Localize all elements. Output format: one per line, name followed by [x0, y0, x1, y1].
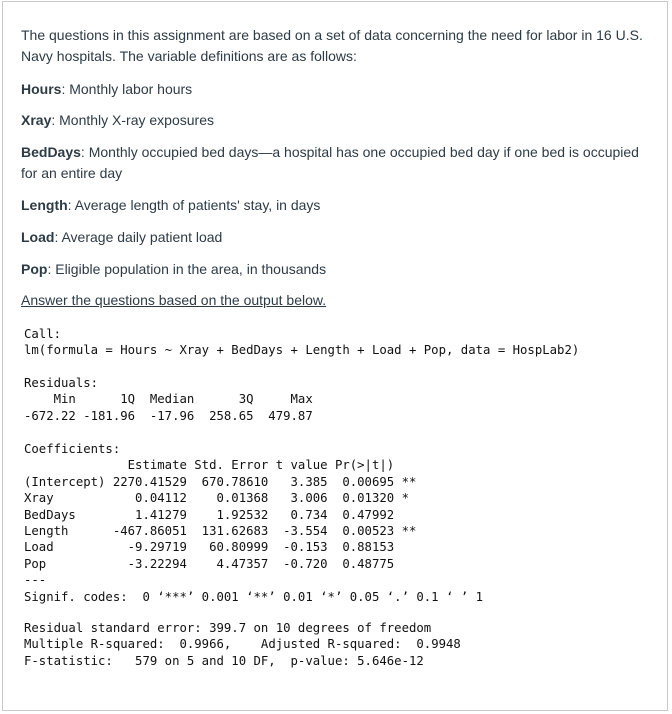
colon: : — [47, 261, 56, 277]
intro-paragraph: The questions in this assignment are based on a set of data concerning the need for labor in 16 U.S. Navy hospitals. The variable definitions are as follows: — [21, 27, 643, 64]
variable-name: BedDays — [21, 144, 81, 160]
variable-xray — [21, 110, 651, 131]
colon: : — [51, 112, 60, 128]
variable-desc: Eligible population in the area, in thousands — [55, 261, 327, 277]
variable-name: Hours — [21, 81, 62, 97]
r-summary-block: Residual standard error: 399.7 on 10 degrees of freedom Multiple R-squared: 0.9966, Adjusted R-squared: 0.9948 F-statistic: 579 on 5 and 10 DF, p-value: 5.646e-12 — [24, 621, 461, 668]
r-residuals-block: Residuals: Min 1Q Median 3Q Max -672.22 -181.96 -17.96 258.65 479.87 — [24, 376, 313, 423]
variable-beddays — [21, 142, 651, 184]
variable-desc: Monthly labor hours — [69, 81, 193, 97]
variable-name: Load — [21, 229, 55, 245]
question-panel — [2, 1, 668, 711]
variable-load — [21, 227, 651, 248]
variable-hours — [21, 79, 651, 100]
variable-desc: Average length of patients' stay, in days — [74, 197, 321, 213]
variable-name: Pop — [21, 261, 48, 277]
variable-desc: Monthly X-ray exposures — [59, 112, 214, 128]
r-call-block: Call: lm(formula = Hours ~ Xray + BedDays + Length + Load + Pop, data = HospLab2) — [24, 327, 580, 358]
colon: : — [67, 197, 75, 213]
colon: : — [54, 229, 62, 245]
variable-name: Xray — [21, 112, 52, 128]
r-coefficients-block: Coefficients: Estimate Std. Error t value Pr(>|t|) (Intercept) 2270.41529 670.78610 3.385 0.00695 ** Xray 0.04112 0.01368 3.006 0.01320 * BedDays 1.41279 1.92532 0.734 0.47992 Length -467.86051 131.62683 -3.554 0.00523 ** Load -9.29719 60.80999 -0.153 0.88153 Pop -3.22294 4.47357 -0.720 0.48775 --- Signif. codes: 0 ‘***’ 0.001 ‘**’ 0.01 ‘*’ 0.05 ‘.’ 0.1 ‘ ’ 1 — [24, 442, 484, 604]
variable-desc: Monthly occupied bed days—a hospital has one occupied bed day if one bed is occupied for an entire day — [21, 144, 639, 181]
colon: : — [80, 144, 89, 160]
variable-name: Length — [21, 197, 68, 213]
instruction-text: Answer the questions based on the output below. — [21, 292, 327, 308]
variable-desc: Average daily patient load — [61, 229, 223, 245]
variable-pop — [21, 259, 651, 280]
variable-length — [21, 195, 651, 216]
colon: : — [61, 81, 70, 97]
